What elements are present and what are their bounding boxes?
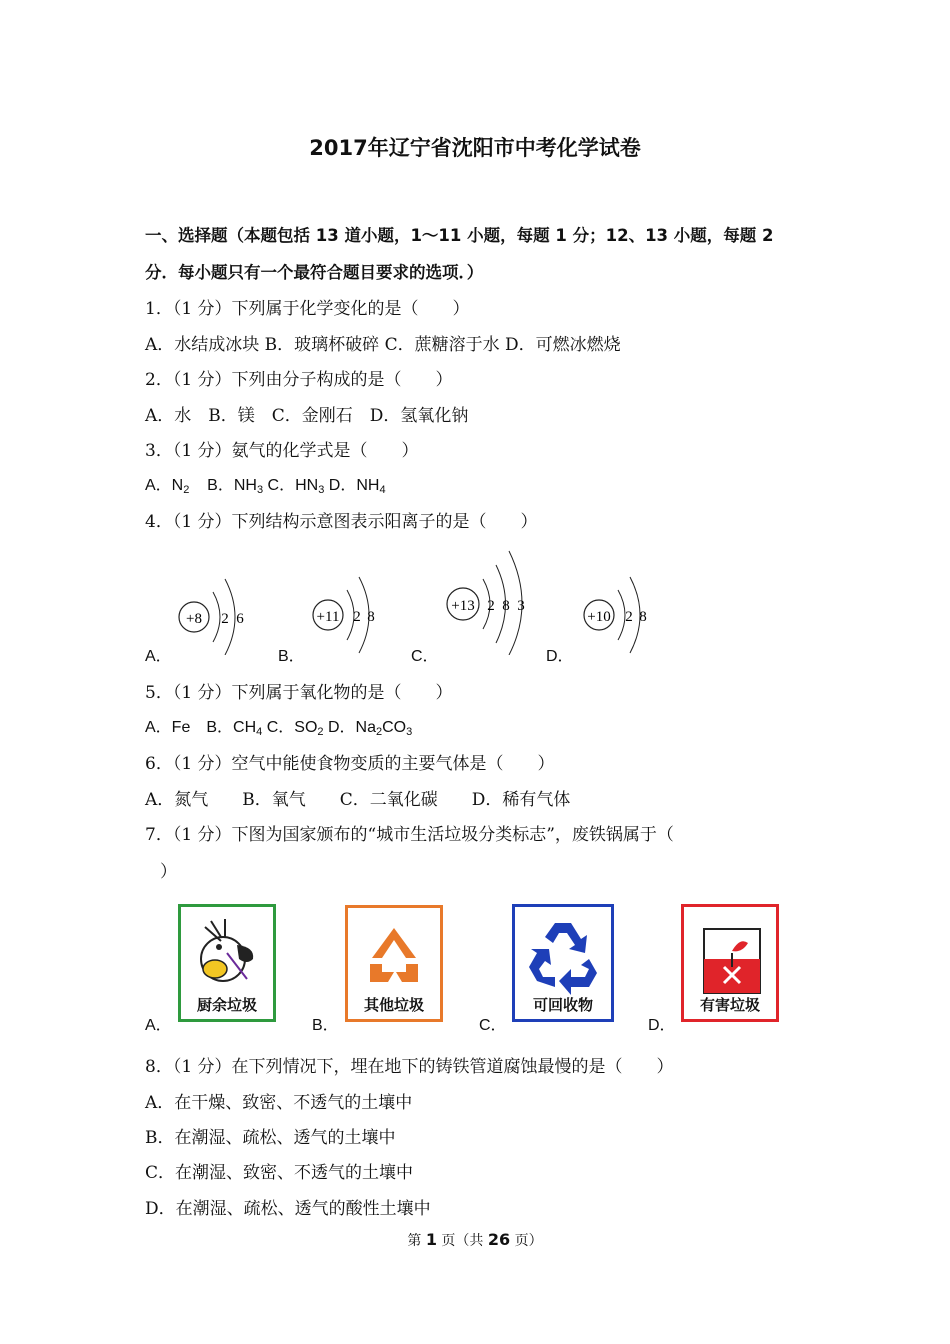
q7-label-d: D．	[648, 1017, 676, 1034]
q3-option-b: B．$NH_3$	[207, 477, 264, 496]
q3-option-c: C．$HN_3$	[267, 477, 325, 496]
q3-stem: 3．（1 分）氨气的化学式是（ ）	[145, 441, 419, 461]
q8-stem: 8．（1 分）在下列情况下，埋在地下的铸铁管道腐蚀最慢的是（ ）	[145, 1057, 674, 1077]
q5-option-c: C．$SO_2$	[266, 719, 324, 738]
q8-option-a: A．在干燥、致密、不透气的土壤中	[145, 1093, 413, 1113]
shell-d-2: 8	[639, 609, 647, 625]
nucleus-b: +11	[316, 609, 340, 625]
bin-caption-other: 其他垃圾	[363, 996, 424, 1014]
shell-c-3: 3	[517, 598, 525, 614]
q4-label-b: B．	[278, 648, 305, 665]
page-number: 1	[425, 1230, 437, 1249]
bin-recyclable	[512, 904, 614, 1022]
q7-stem-cont: ）	[160, 862, 177, 882]
q4-stem: 4．（1 分）下列结构示意图表示阳离子的是（ ）	[145, 512, 538, 532]
food-waste-icon	[181, 907, 273, 997]
bin-caption-recyclable: 可回收物	[532, 996, 593, 1014]
q3-option-d: D．$NH_4$	[328, 477, 386, 496]
atom-diagram-c	[441, 545, 541, 655]
hazardous-icon	[684, 907, 776, 997]
q2-stem: 2．（1 分）下列由分子构成的是（ ）	[145, 370, 453, 390]
q6-stem: 6．（1 分）空气中能使食物变质的主要气体是（ ）	[145, 754, 555, 774]
nucleus-d: +10	[587, 609, 611, 625]
shell-b-2: 8	[367, 609, 375, 625]
q5-option-d: D．$Na_2CO_3$	[327, 719, 413, 738]
shell-d-1: 2	[625, 609, 633, 625]
q5-option-ab: A．Fe B．$CH_4$	[145, 719, 263, 738]
shell-c-1: 2	[487, 598, 495, 614]
nucleus-a: +8	[186, 611, 202, 627]
q1-stem: 1．（1 分）下列属于化学变化的是（ ）	[145, 299, 470, 319]
q3-options	[145, 472, 386, 495]
atom-diagram-a	[173, 565, 273, 655]
bin-hazardous	[681, 904, 779, 1022]
q4-label-c: C．	[411, 648, 439, 665]
shell-b-1: 2	[353, 609, 361, 625]
q7-label-c: C．	[479, 1017, 507, 1034]
q5-stem: 5．（1 分）下列属于氧化物的是（ ）	[145, 683, 453, 703]
q8-option-d: D．在潮湿、疏松、透气的酸性土壤中	[145, 1199, 431, 1219]
section-heading-cont: 分．每小题只有一个最符合题目要求的选项．）	[145, 263, 484, 282]
atom-diagram-d	[578, 565, 678, 655]
q8-option-c: C．在潮湿、致密、不透气的土壤中	[145, 1163, 414, 1183]
q4-label-a: A．	[145, 648, 172, 665]
atom-diagram-b	[307, 565, 407, 655]
section-heading: 一、选择题（本题包括 13 道小题，1～11 小题，每题 1 分；12、13 小题，每题 2	[145, 226, 774, 245]
nucleus-c: +13	[451, 598, 475, 614]
page-footer: 第 1 页（共 26 页）	[407, 1230, 543, 1249]
q8-option-b: B．在潮湿、疏松、透气的土壤中	[145, 1128, 396, 1148]
page-total: 26	[487, 1230, 511, 1249]
bin-food-waste	[178, 904, 276, 1022]
q7-stem: 7．（1 分）下图为国家颁布的“城市生活垃圾分类标志”，废铁锅属于（	[145, 825, 674, 845]
q4-diagrams	[145, 545, 825, 670]
q1-options: A．水结成冰块 B．玻璃杯破碎 C．蔗糖溶于水 D．可燃冰燃烧	[145, 335, 621, 355]
bin-caption-food: 厨余垃圾	[196, 996, 257, 1014]
bin-other-waste	[345, 905, 443, 1022]
shell-c-2: 8	[502, 598, 510, 614]
q7-label-a: A．	[145, 1017, 172, 1034]
q2-options: A．水 B．镁 C．金刚石 D．氢氧化钠	[145, 406, 469, 426]
q7-label-b: B．	[312, 1017, 339, 1034]
shell-a-2: 6	[236, 611, 244, 627]
q4-label-d: D．	[546, 648, 574, 665]
page-title: 2017年辽宁省沈阳市中考化学试卷	[309, 136, 641, 160]
other-waste-icon	[348, 908, 440, 998]
recycle-icon	[515, 907, 611, 997]
shell-a-1: 2	[221, 611, 229, 627]
q3-option-a: A．$N_2$	[145, 477, 190, 496]
bin-caption-hazardous: 有害垃圾	[699, 996, 760, 1014]
q6-options: A．氮气 B．氧气 C．二氧化碳 D．稀有气体	[145, 790, 571, 810]
q5-options	[145, 714, 412, 737]
